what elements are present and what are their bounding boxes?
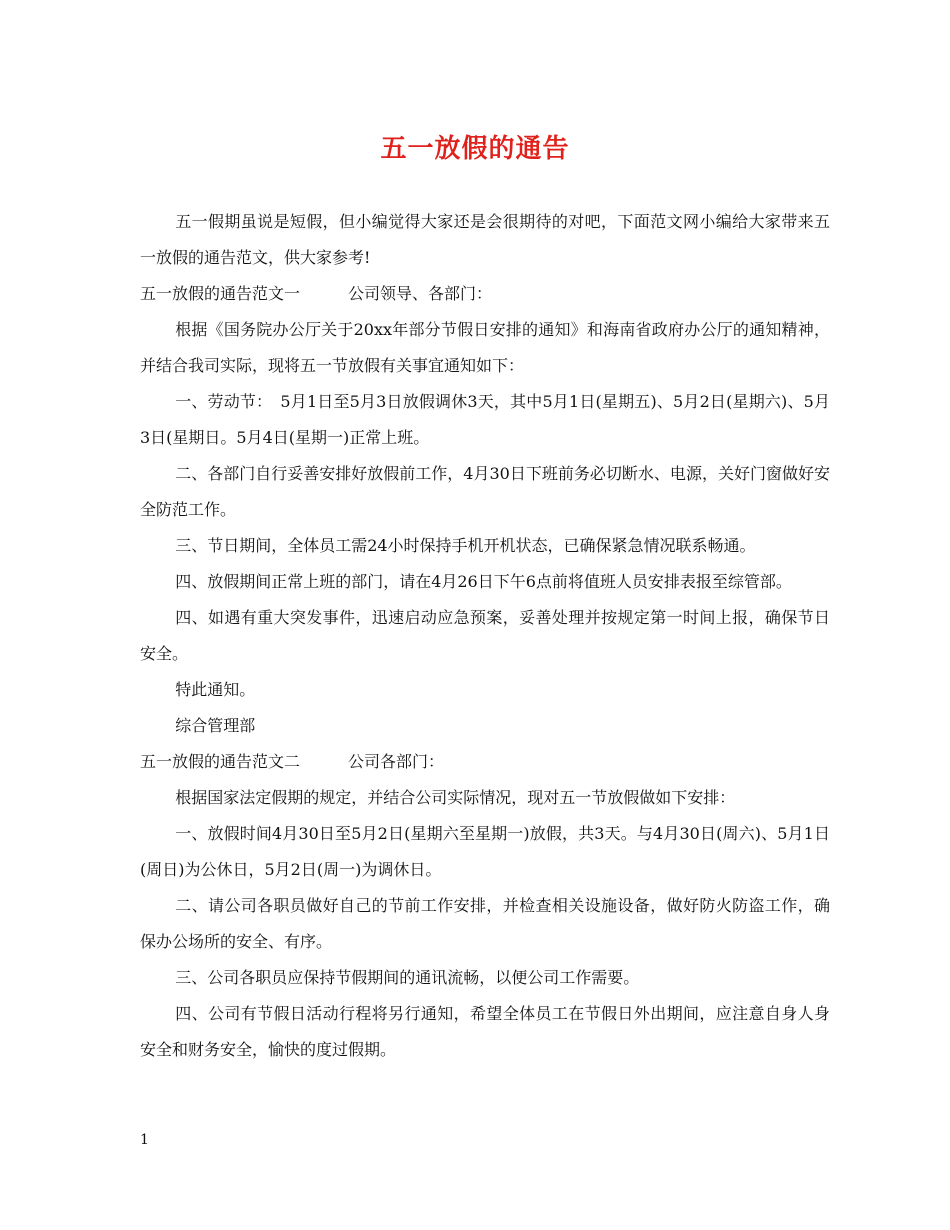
- sample2-heading: 五一放假的通告范文二: [140, 752, 301, 771]
- sample2-paragraph: 三、公司各职员应保持节假期间的通讯流畅，以便公司工作需要。: [175, 968, 640, 987]
- sample2-paragraph: 一、放假时间4月30日至5月2日(星期六至星期一)放假，共3天。与4月30日(周六)、5月1日(周日)为公休日，5月2日(周一)为调休日。: [140, 824, 830, 879]
- page-title: 五一放假的通告: [380, 134, 570, 164]
- sample1-paragraph: 一、劳动节： 5月1日至5月3日放假调休3天，其中5月1日(星期五)、5月2日(星期六)、5月3日(星期日。5月4日(星期一)正常上班。: [140, 392, 830, 447]
- intro-paragraph: 五一假期虽说是短假，但小编觉得大家还是会很期待的对吧，下面范文网小编给大家带来五一放假的通告范文，供大家参考!: [140, 212, 830, 267]
- sample2-heading-line: [140, 744, 830, 780]
- sample1-paragraph: 三、节日期间，全体员工需24小时保持手机开机状态，已确保紧急情况联系畅通。: [175, 536, 756, 555]
- document-body: [140, 204, 830, 1068]
- sample1-paragraph: 根据《国务院办公厅关于20xx年部分节假日安排的通知》和海南省政府办公厅的通知精神，并结合我司实际，现将五一节放假有关事宜通知如下：: [140, 320, 830, 375]
- sample1-heading: 五一放假的通告范文一: [140, 284, 301, 303]
- sample2-addressee: 公司各部门：: [348, 752, 445, 771]
- sample2-paragraph: 四、公司有节假日活动行程将另行通知，希望全体员工在节假日外出期间，应注意自身人身安全和财务安全，愉快的度过假期。: [140, 1004, 830, 1059]
- signature-department: 综合管理部: [175, 716, 256, 735]
- sample1-addressee: 公司领导、各部门：: [348, 284, 493, 303]
- sample2-paragraph: 根据国家法定假期的规定，并结合公司实际情况，现对五一节放假做如下安排：: [175, 788, 736, 807]
- sample1-paragraph: 二、各部门自行妥善安排好放假前工作，4月30日下班前务必切断水、电源，关好门窗做好安全防范工作。: [140, 464, 830, 519]
- sample1-heading-line: [140, 276, 830, 312]
- page-number: 1: [140, 1132, 149, 1148]
- sample2-paragraph: 二、请公司各职员做好自己的节前工作安排，并检查相关设施设备，做好防火防盗工作，确保办公场所的安全、有序。: [140, 896, 830, 951]
- sample1-paragraph: 四、放假期间正常上班的部门，请在4月26日下午6点前将值班人员安排表报至综管部。: [175, 572, 792, 591]
- sample1-paragraph: 四、如遇有重大突发事件，迅速启动应急预案，妥善处理并按规定第一时间上报，确保节日安全。: [140, 608, 830, 663]
- closing-line: 特此通知。: [175, 680, 256, 699]
